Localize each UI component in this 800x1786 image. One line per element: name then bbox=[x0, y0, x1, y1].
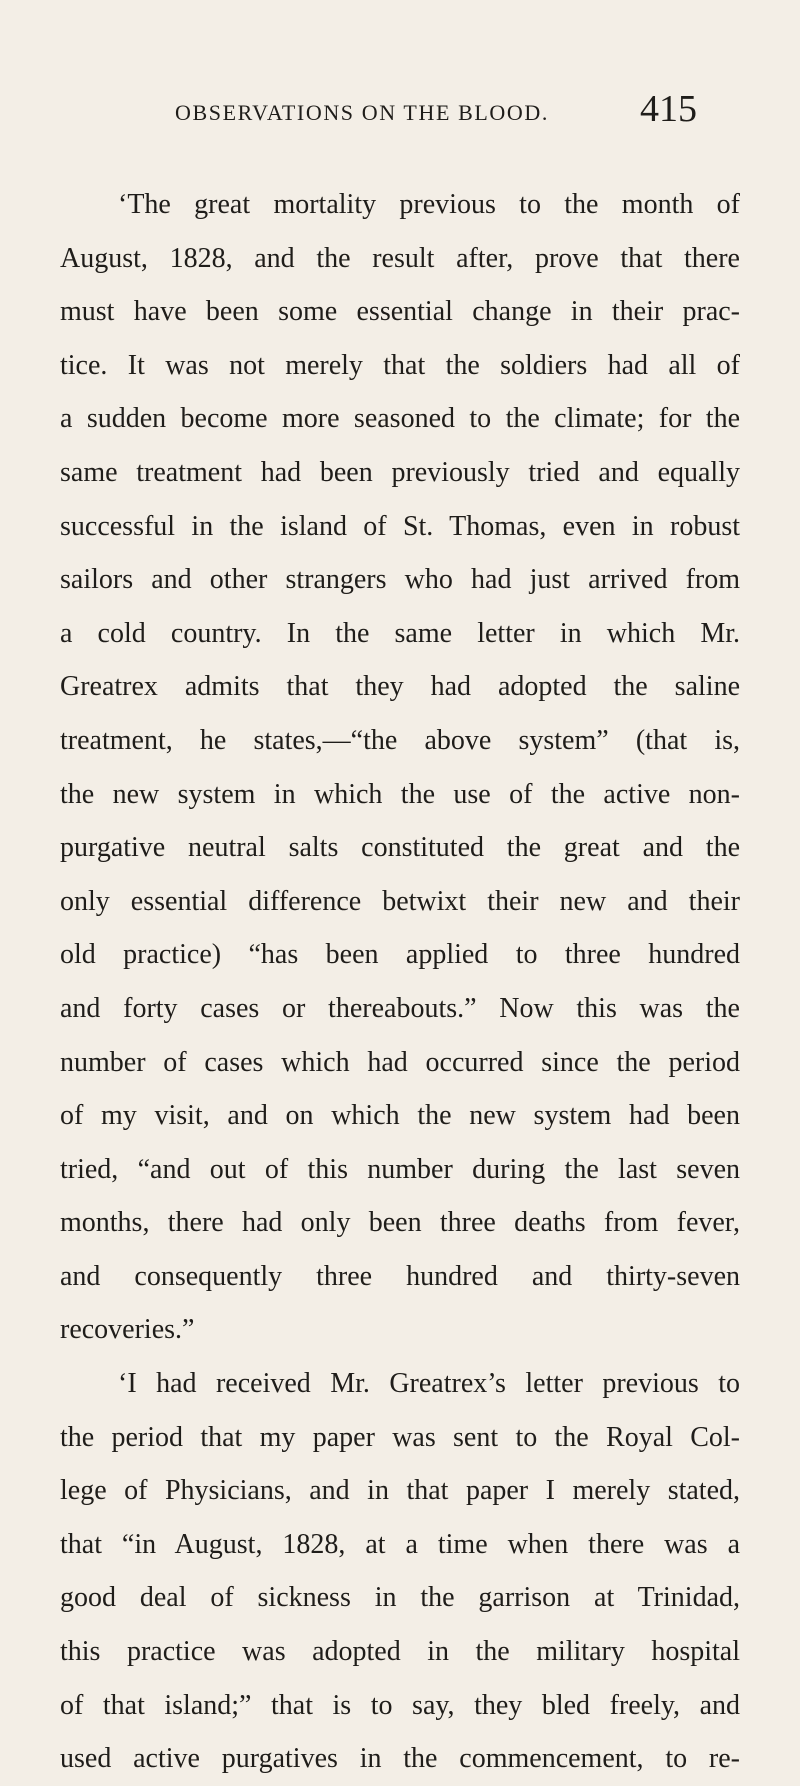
text-line: treatment, he states,—“the above system” (that is, bbox=[60, 724, 740, 756]
text-line: good deal of sickness in the garrison at Trinidad, bbox=[60, 1582, 740, 1614]
text-line: only essential difference betwixt their new and their bbox=[60, 885, 740, 917]
text-line: same treatment had been previously tried and equally bbox=[60, 456, 740, 488]
text-line: sailors and other strangers who had just arrived from bbox=[60, 564, 740, 596]
page-number: 415 bbox=[640, 88, 697, 130]
page-header bbox=[0, 86, 800, 146]
text-line: used active purgatives in the commencement, to re- bbox=[60, 1743, 740, 1775]
text-line: ‘I had received Mr. Greatrex’s letter previous to bbox=[118, 1368, 740, 1400]
text-line: of my visit, and on which the new system had been bbox=[60, 1100, 740, 1132]
text-line: successful in the island of St. Thomas, even in robust bbox=[60, 510, 740, 542]
text-line: Greatrex admits that they had adopted the saline bbox=[60, 671, 740, 703]
text-line: and forty cases or thereabouts.” Now this was the bbox=[60, 992, 740, 1024]
text-line: months, there had only been three deaths from fever, bbox=[60, 1207, 740, 1239]
text-line: lege of Physicians, and in that paper I merely stated, bbox=[60, 1475, 740, 1507]
text-line: of that island;” that is to say, they bled freely, and bbox=[60, 1689, 740, 1721]
body-text bbox=[60, 178, 740, 1786]
text-line: tice. It was not merely that the soldiers had all of bbox=[60, 349, 740, 381]
text-line: recoveries.” bbox=[60, 1314, 195, 1346]
text-line: ‘The great mortality previous to the month of bbox=[118, 189, 740, 220]
paragraph-1 bbox=[60, 178, 740, 1357]
text-line: tried, “and out of this number during the last seven bbox=[60, 1153, 740, 1185]
text-line: purgative neutral salts constituted the great and the bbox=[60, 832, 740, 864]
text-line: that “in August, 1828, at a time when there was a bbox=[60, 1528, 740, 1560]
paragraph-2 bbox=[60, 1357, 740, 1786]
text-line: old practice) “has been applied to three hundred bbox=[60, 939, 740, 971]
text-line: and consequently three hundred and thirty-seven bbox=[60, 1260, 740, 1292]
text-line: a cold country. In the same letter in which Mr. bbox=[60, 617, 740, 649]
text-line: must have been some essential change in their prac- bbox=[60, 296, 740, 328]
text-line: the period that my paper was sent to the Royal Col- bbox=[60, 1421, 740, 1453]
text-line: the new system in which the use of the active non- bbox=[60, 778, 740, 810]
text-line: a sudden become more seasoned to the climate; for the bbox=[60, 403, 740, 435]
text-line: number of cases which had occurred since the period bbox=[60, 1046, 740, 1078]
text-line: August, 1828, and the result after, prove that there bbox=[60, 242, 740, 274]
running-title: OBSERVATIONS ON THE BLOOD. bbox=[175, 100, 549, 125]
text-line: this practice was adopted in the military hospital bbox=[60, 1636, 740, 1668]
